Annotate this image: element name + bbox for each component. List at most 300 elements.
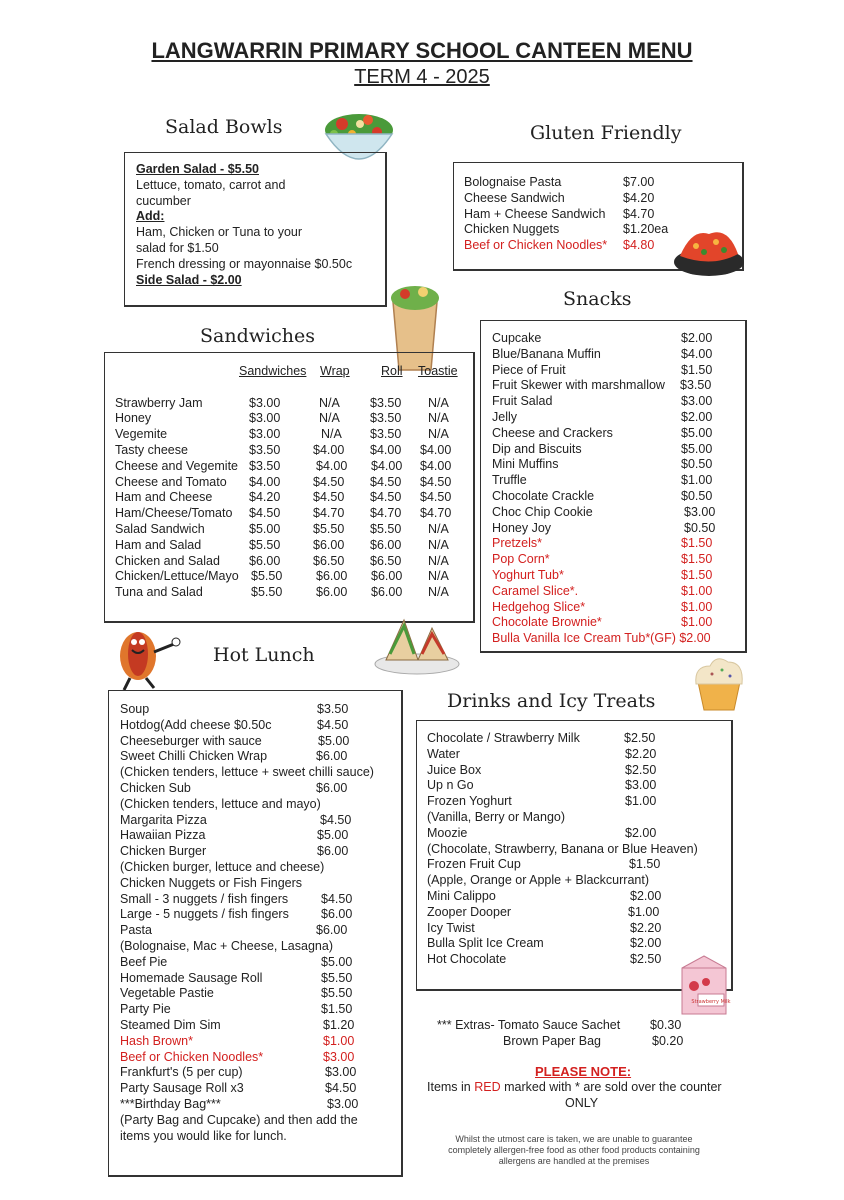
item-price: $6.00 <box>321 907 353 922</box>
item-price: $4.50 <box>317 717 349 732</box>
drink-row <box>427 778 727 794</box>
price-wrap: $4.70 <box>313 506 345 521</box>
price-sandwich: $3.50 <box>249 442 281 457</box>
item-name: (Chicken burger, lettuce and cheese) <box>120 859 325 874</box>
hotlunch-row <box>120 813 400 829</box>
sandwich-row <box>115 411 467 427</box>
price-sandwich: $5.50 <box>249 537 281 552</box>
hotlunch-row <box>120 749 400 765</box>
snack-row <box>492 347 740 363</box>
snack-row <box>492 363 740 379</box>
extra-label: Brown Paper Bag <box>503 1033 601 1048</box>
item-price: $4.00 <box>681 346 713 361</box>
hotlunch-row <box>120 844 400 860</box>
item-name: Large - 5 nuggets / fish fingers <box>120 907 289 922</box>
price-roll: $4.00 <box>370 442 402 457</box>
item-name: Steamed Dim Sim <box>120 1017 221 1032</box>
item-price: $1.00 <box>681 599 713 614</box>
item-price: $1.00 <box>681 583 713 598</box>
hotlunch-row <box>120 860 400 876</box>
hotlunch-row <box>120 718 400 734</box>
hotlunch-row <box>120 1113 400 1129</box>
item-price: $5.00 <box>318 733 350 748</box>
hotlunch-row <box>120 1018 400 1034</box>
price-roll: $3.50 <box>370 427 402 442</box>
item-price: $6.00 <box>316 749 348 764</box>
item-price: $3.00 <box>327 1096 359 1111</box>
price-sandwich: $5.50 <box>251 585 283 600</box>
item-price: $5.00 <box>321 954 353 969</box>
item-price: $2.00 <box>630 936 662 951</box>
item-price: $4.50 <box>321 891 353 906</box>
price-roll: $4.70 <box>370 506 402 521</box>
item-price: $5.50 <box>321 986 353 1001</box>
item-name: Honey <box>115 411 152 426</box>
price-wrap: N/A <box>321 427 342 442</box>
price-toastie: N/A <box>428 569 449 584</box>
price-toastie: $4.00 <box>420 442 452 457</box>
item-price: $3.00 <box>323 1049 355 1064</box>
hotlunch-row <box>120 1081 400 1097</box>
price-toastie: N/A <box>428 411 449 426</box>
hotlunch-row <box>120 986 400 1002</box>
item-name: Up n Go <box>427 778 474 793</box>
item-name: Yoghurt Tub* <box>492 567 564 582</box>
hotlunch-row <box>120 876 400 892</box>
item-name: Water <box>427 746 460 761</box>
drink-row <box>427 747 727 763</box>
hotlunch-row <box>120 1097 400 1113</box>
item-name: Beef or Chicken Noodles* <box>464 238 608 253</box>
salad-desc-2: cucumber <box>136 193 191 208</box>
hotlunch-row <box>120 939 400 955</box>
price-sandwich: $4.20 <box>249 490 281 505</box>
item-name: (Party Bag and Cupcake) and then add the <box>120 1112 358 1127</box>
item-name: Strawberry Jam <box>115 395 203 410</box>
item-price: $5.00 <box>317 828 349 843</box>
item-name: Cheese and Tomato <box>115 474 227 489</box>
drinks-list <box>427 731 727 968</box>
item-name: Frozen Yoghurt <box>427 794 512 809</box>
salad-dressing: French dressing or mayonnaise $0.50c <box>136 256 353 271</box>
item-name: Dip and Biscuits <box>492 441 582 456</box>
item-name: Frankfurt's (5 per cup) <box>120 1065 243 1080</box>
item-price: $2.00 <box>681 331 713 345</box>
hotlunch-row <box>120 765 400 781</box>
item-price: $1.00 <box>628 904 660 919</box>
sandwich-row <box>115 538 467 554</box>
disclaimer-line: completely allergen-free food as other food products containing <box>448 1145 700 1155</box>
price-roll: $5.50 <box>370 521 402 536</box>
drink-row <box>427 763 727 779</box>
item-name: Chocolate Crackle <box>492 488 595 503</box>
snack-row <box>492 521 740 537</box>
extra-row <box>437 1034 737 1050</box>
item-price: $1.50 <box>321 1002 353 1017</box>
item-name: Homemade Sausage Roll <box>120 970 263 985</box>
drink-row <box>427 826 727 842</box>
drink-row <box>427 794 727 810</box>
snack-row <box>492 584 740 600</box>
item-name: Ham and Cheese <box>115 490 213 505</box>
item-name: Bolognaise Pasta <box>464 175 562 189</box>
item-name: Chocolate Brownie* <box>492 615 602 630</box>
item-name: Mini Calippo <box>427 888 496 903</box>
price-roll: $6.50 <box>370 553 402 568</box>
item-price: $1.20 <box>323 1017 355 1032</box>
garden-salad: Garden Salad - $5.50 <box>136 162 259 176</box>
item-name: (Chocolate, Strawberry, Banana or Blue Heaven) <box>427 841 698 856</box>
snack-row <box>492 394 740 410</box>
snack-row <box>492 473 740 489</box>
sandwiches-heading: Sandwiches <box>200 325 315 347</box>
item-name: Truffle <box>492 473 527 488</box>
hotlunch-row <box>120 828 400 844</box>
hotlunch-row <box>120 797 400 813</box>
price-wrap: N/A <box>319 395 340 410</box>
col-toastie: Toastie <box>418 364 458 378</box>
item-name: Ham and Salad <box>115 537 202 552</box>
price-wrap: $4.50 <box>313 474 345 489</box>
sandwich-row <box>115 490 467 506</box>
price-wrap: $5.50 <box>313 521 345 536</box>
hotlunch-list <box>120 702 400 1144</box>
item-name: Hotdog(Add cheese $0.50c <box>120 717 272 732</box>
snacks-heading: Snacks <box>563 288 632 310</box>
extra-price: $0.30 <box>650 1018 682 1032</box>
salad-content <box>136 162 352 288</box>
price-wrap: $6.00 <box>313 537 345 552</box>
hotlunch-heading: Hot Lunch <box>213 644 315 666</box>
item-name: Chicken and Salad <box>115 553 220 568</box>
item-price: $2.20 <box>625 746 657 761</box>
price-toastie: $4.50 <box>420 490 452 505</box>
price-toastie: $4.70 <box>420 506 452 521</box>
item-name: (Bolognaise, Mac + Cheese, Lasagna) <box>120 938 333 953</box>
item-name: Mini Muffins <box>492 457 559 472</box>
item-price: $6.00 <box>316 923 348 938</box>
item-name: (Apple, Orange or Apple + Blackcurrant) <box>427 873 649 888</box>
item-name: Frozen Fruit Cup <box>427 857 521 872</box>
item-name: Choc Chip Cookie <box>492 504 593 519</box>
item-price: $0.50 <box>681 488 713 503</box>
price-roll: $4.00 <box>371 458 403 473</box>
snack-row <box>492 410 740 426</box>
price-roll: $4.50 <box>370 474 402 489</box>
item-name: Honey Joy <box>492 520 552 535</box>
price-wrap: $4.00 <box>313 442 345 457</box>
item-name: Blue/Banana Muffin <box>492 346 601 361</box>
item-name: Tasty cheese <box>115 442 188 457</box>
item-price: $2.00 <box>625 825 657 840</box>
note-pre: Items in <box>427 1080 475 1094</box>
item-price: $0.50 <box>684 520 716 535</box>
item-price: $1.50 <box>681 536 713 551</box>
hotdog-mascot-icon <box>108 618 188 692</box>
item-name: Cheese and Crackers <box>492 425 613 440</box>
item-price: $3.00 <box>325 1065 357 1080</box>
please-note-title: PLEASE NOTE: <box>535 1064 632 1079</box>
item-name: Juice Box <box>427 762 482 777</box>
item-name: Small - 3 nuggets / fish fingers <box>120 891 289 906</box>
disclaimer <box>424 1134 724 1167</box>
drink-row <box>427 810 727 826</box>
price-sandwich: $4.50 <box>249 506 281 521</box>
item-name: Ham/Cheese/Tomato <box>115 506 233 521</box>
col-sandwiches: Sandwiches <box>239 364 307 378</box>
item-name: Vegemite <box>115 427 168 442</box>
item-name: Pasta <box>120 923 152 938</box>
salad-add: Add: <box>136 209 165 224</box>
sandwich-row <box>115 396 467 412</box>
price-toastie: $4.50 <box>420 474 452 489</box>
item-name: Fruit Salad <box>492 394 553 409</box>
price-roll: $6.00 <box>370 537 402 552</box>
snack-row <box>492 426 740 442</box>
sandwich-row <box>115 569 467 585</box>
salad-add-2: salad for $1.50 <box>136 240 219 255</box>
snack-row-last: Bulla Vanilla Ice Cream Tub*(GF) $2.00 <box>492 631 711 646</box>
hotlunch-row <box>120 1034 400 1050</box>
item-name: Hedgehog Slice* <box>492 599 586 614</box>
item-name: Chocolate / Strawberry Milk <box>427 731 580 745</box>
item-price: $1.00 <box>681 615 713 630</box>
item-price: $3.00 <box>625 778 657 793</box>
item-name: Margarita Pizza <box>120 812 207 827</box>
price-toastie: N/A <box>428 395 449 410</box>
salad-heading: Salad Bowls <box>165 116 283 138</box>
item-name: Party Sausage Roll x3 <box>120 1081 244 1096</box>
item-name: Hash Brown* <box>120 1033 193 1048</box>
snack-row <box>492 600 740 616</box>
item-name: Pop Corn* <box>492 552 550 567</box>
note-text <box>427 1080 722 1096</box>
carton-label: Strawberry Milk <box>691 999 731 1005</box>
snack-row <box>492 489 740 505</box>
sandwiches-table <box>115 364 467 601</box>
item-name: Caramel Slice*. <box>492 583 579 598</box>
item-name: Cheese Sandwich <box>464 190 565 205</box>
item-price: $1.00 <box>323 1033 355 1048</box>
item-name: Cupcake <box>492 331 542 345</box>
note-post: marked with * are sold over the counter <box>500 1080 722 1094</box>
item-name: Icy Twist <box>427 920 475 935</box>
item-price: $2.50 <box>624 731 656 745</box>
price-sandwich: $4.00 <box>249 474 281 489</box>
item-name: Vegetable Pastie <box>120 986 214 1001</box>
price-wrap: $4.50 <box>313 490 345 505</box>
hotlunch-row <box>120 971 400 987</box>
item-name: (Chicken tenders, lettuce + sweet chilli sauce) <box>120 765 374 780</box>
sandwich-plate-icon <box>374 614 460 676</box>
snack-row <box>492 378 740 394</box>
item-price: $1.50 <box>681 362 713 377</box>
hotlunch-row <box>120 892 400 908</box>
drinks-heading: Drinks and Icy Treats <box>447 690 656 712</box>
hotlunch-row <box>120 955 400 971</box>
note-red: RED <box>474 1080 501 1094</box>
price-roll: $3.50 <box>370 395 402 410</box>
sandwich-row <box>115 459 467 475</box>
item-name: Moozie <box>427 825 468 840</box>
snack-row <box>492 568 740 584</box>
item-name: Zooper Dooper <box>427 904 512 919</box>
price-toastie: N/A <box>428 537 449 552</box>
snack-row <box>492 331 740 347</box>
price-toastie: N/A <box>428 427 449 442</box>
drink-row <box>427 936 727 952</box>
sandwich-row <box>115 427 467 443</box>
item-name: Bulla Split Ice Cream <box>427 936 544 951</box>
price-roll: $6.00 <box>371 569 403 584</box>
item-name: Sweet Chilli Chicken Wrap <box>120 749 268 764</box>
sandwich-row <box>115 585 467 601</box>
item-price: $2.00 <box>630 888 662 903</box>
price-sandwich: $5.50 <box>251 569 283 584</box>
price-sandwich: $6.00 <box>249 553 281 568</box>
price-sandwich: $3.00 <box>249 411 281 426</box>
item-price: $3.50 <box>680 378 712 393</box>
salad-desc-1: Lettuce, tomato, carrot and <box>136 177 286 192</box>
price-wrap: $6.00 <box>316 585 348 600</box>
item-name: items you would like for lunch. <box>120 1128 287 1143</box>
item-price: $3.00 <box>681 394 713 409</box>
hotlunch-row <box>120 1065 400 1081</box>
price-sandwich: $3.00 <box>249 395 281 410</box>
price-wrap: $6.50 <box>313 553 345 568</box>
item-name: Beef or Chicken Noodles* <box>120 1049 264 1064</box>
item-price: $2.20 <box>630 920 662 935</box>
disclaimer-line: Whilst the utmost care is taken, we are unable to guarantee <box>455 1134 693 1144</box>
gluten-heading: Gluten Friendly <box>530 122 682 144</box>
drink-row <box>427 873 727 889</box>
gluten-row <box>464 175 734 191</box>
price-roll: $6.00 <box>371 585 403 600</box>
item-name: Piece of Fruit <box>492 362 566 377</box>
price-wrap: $6.00 <box>316 569 348 584</box>
item-name: Beef Pie <box>120 954 168 969</box>
item-price: $0.50 <box>681 457 713 472</box>
sandwich-row <box>115 506 467 522</box>
drink-row <box>427 921 727 937</box>
term-subtitle: TERM 4 - 2025 <box>354 66 490 88</box>
snacks-list <box>492 331 740 647</box>
hotlunch-row <box>120 702 400 718</box>
snack-row <box>492 457 740 473</box>
item-name: Chicken Sub <box>120 780 191 795</box>
col-roll: Roll <box>381 364 403 378</box>
price-roll: $3.50 <box>370 411 402 426</box>
price-toastie: $4.00 <box>420 458 452 473</box>
hotlunch-row <box>120 1050 400 1066</box>
gluten-row <box>464 191 734 207</box>
salad-add-1: Ham, Chicken or Tuna to your <box>136 225 303 240</box>
disclaimer-line: allergens are handled at the premises <box>498 1156 650 1166</box>
item-price: $4.20 <box>623 190 655 205</box>
item-price: $1.00 <box>625 794 657 809</box>
item-price: $6.00 <box>316 780 348 795</box>
side-salad: Side Salad - $2.00 <box>136 272 242 287</box>
extra-price: $0.20 <box>652 1033 684 1048</box>
item-price: $1.00 <box>681 473 713 488</box>
item-name: Party Pie <box>120 1002 171 1017</box>
item-name: Chicken Nuggets <box>464 222 560 237</box>
price-wrap: $4.00 <box>316 458 348 473</box>
extra-row <box>437 1018 737 1034</box>
item-price: $3.00 <box>684 504 716 519</box>
item-name: Salad Sandwich <box>115 521 205 536</box>
item-name: Chicken Nuggets or Fish Fingers <box>120 875 303 890</box>
extra-label: *** Extras- Tomato Sauce Sachet <box>437 1018 621 1032</box>
note-only: ONLY <box>565 1096 599 1110</box>
drink-row <box>427 905 727 921</box>
item-price: $5.50 <box>321 970 353 985</box>
hotlunch-row <box>120 781 400 797</box>
price-wrap: N/A <box>319 411 340 426</box>
item-name: Ham + Cheese Sandwich <box>464 206 606 221</box>
hotlunch-row <box>120 907 400 923</box>
item-name: Hot Chocolate <box>427 952 507 967</box>
hotlunch-row <box>120 1002 400 1018</box>
hotlunch-row <box>120 734 400 750</box>
pasta-plate-icon <box>672 220 746 280</box>
drink-row <box>427 889 727 905</box>
drink-row <box>427 857 727 873</box>
price-toastie: N/A <box>428 521 449 536</box>
drink-row <box>427 731 727 747</box>
sandwich-header-row <box>115 364 467 380</box>
item-name: Cheese and Vegemite <box>115 458 239 473</box>
item-price: $7.00 <box>623 175 655 189</box>
sandwich-row <box>115 554 467 570</box>
extras <box>437 1018 737 1050</box>
item-price: $4.70 <box>623 206 655 221</box>
item-price: $2.50 <box>630 952 662 967</box>
price-toastie: N/A <box>428 553 449 568</box>
item-name: Chicken Burger <box>120 844 207 859</box>
price-sandwich: $5.00 <box>249 521 281 536</box>
item-price: $1.50 <box>629 857 661 872</box>
item-price: $1.50 <box>681 552 713 567</box>
item-name: Tuna and Salad <box>115 585 203 600</box>
item-name: Fruit Skewer with marshmallow <box>492 378 665 393</box>
item-name: (Vanilla, Berry or Mango) <box>427 809 566 824</box>
item-price: $3.50 <box>317 702 349 716</box>
price-roll: $4.50 <box>370 490 402 505</box>
item-name: Hawaiian Pizza <box>120 828 206 843</box>
col-wrap: Wrap <box>320 364 350 378</box>
sandwich-row <box>115 522 467 538</box>
milk-carton-icon <box>676 954 732 1016</box>
price-sandwich: $3.50 <box>249 458 281 473</box>
snack-row <box>492 552 740 568</box>
snack-row <box>492 615 740 631</box>
snack-row <box>492 442 740 458</box>
item-name: (Chicken tenders, lettuce and mayo) <box>120 796 321 811</box>
hotlunch-row <box>120 1129 400 1145</box>
item-name: Cheeseburger with sauce <box>120 733 262 748</box>
hotlunch-row <box>120 923 400 939</box>
item-price: $2.00 <box>681 409 713 424</box>
item-price: $5.00 <box>681 425 713 440</box>
item-name: ***Birthday Bag*** <box>120 1096 221 1111</box>
item-name: Jelly <box>492 409 518 424</box>
item-price: $4.50 <box>320 812 352 827</box>
item-name: Chicken/Lettuce/Mayo <box>115 569 239 584</box>
item-name: Soup <box>120 702 150 716</box>
sandwich-row <box>115 443 467 459</box>
snack-row <box>492 505 740 521</box>
